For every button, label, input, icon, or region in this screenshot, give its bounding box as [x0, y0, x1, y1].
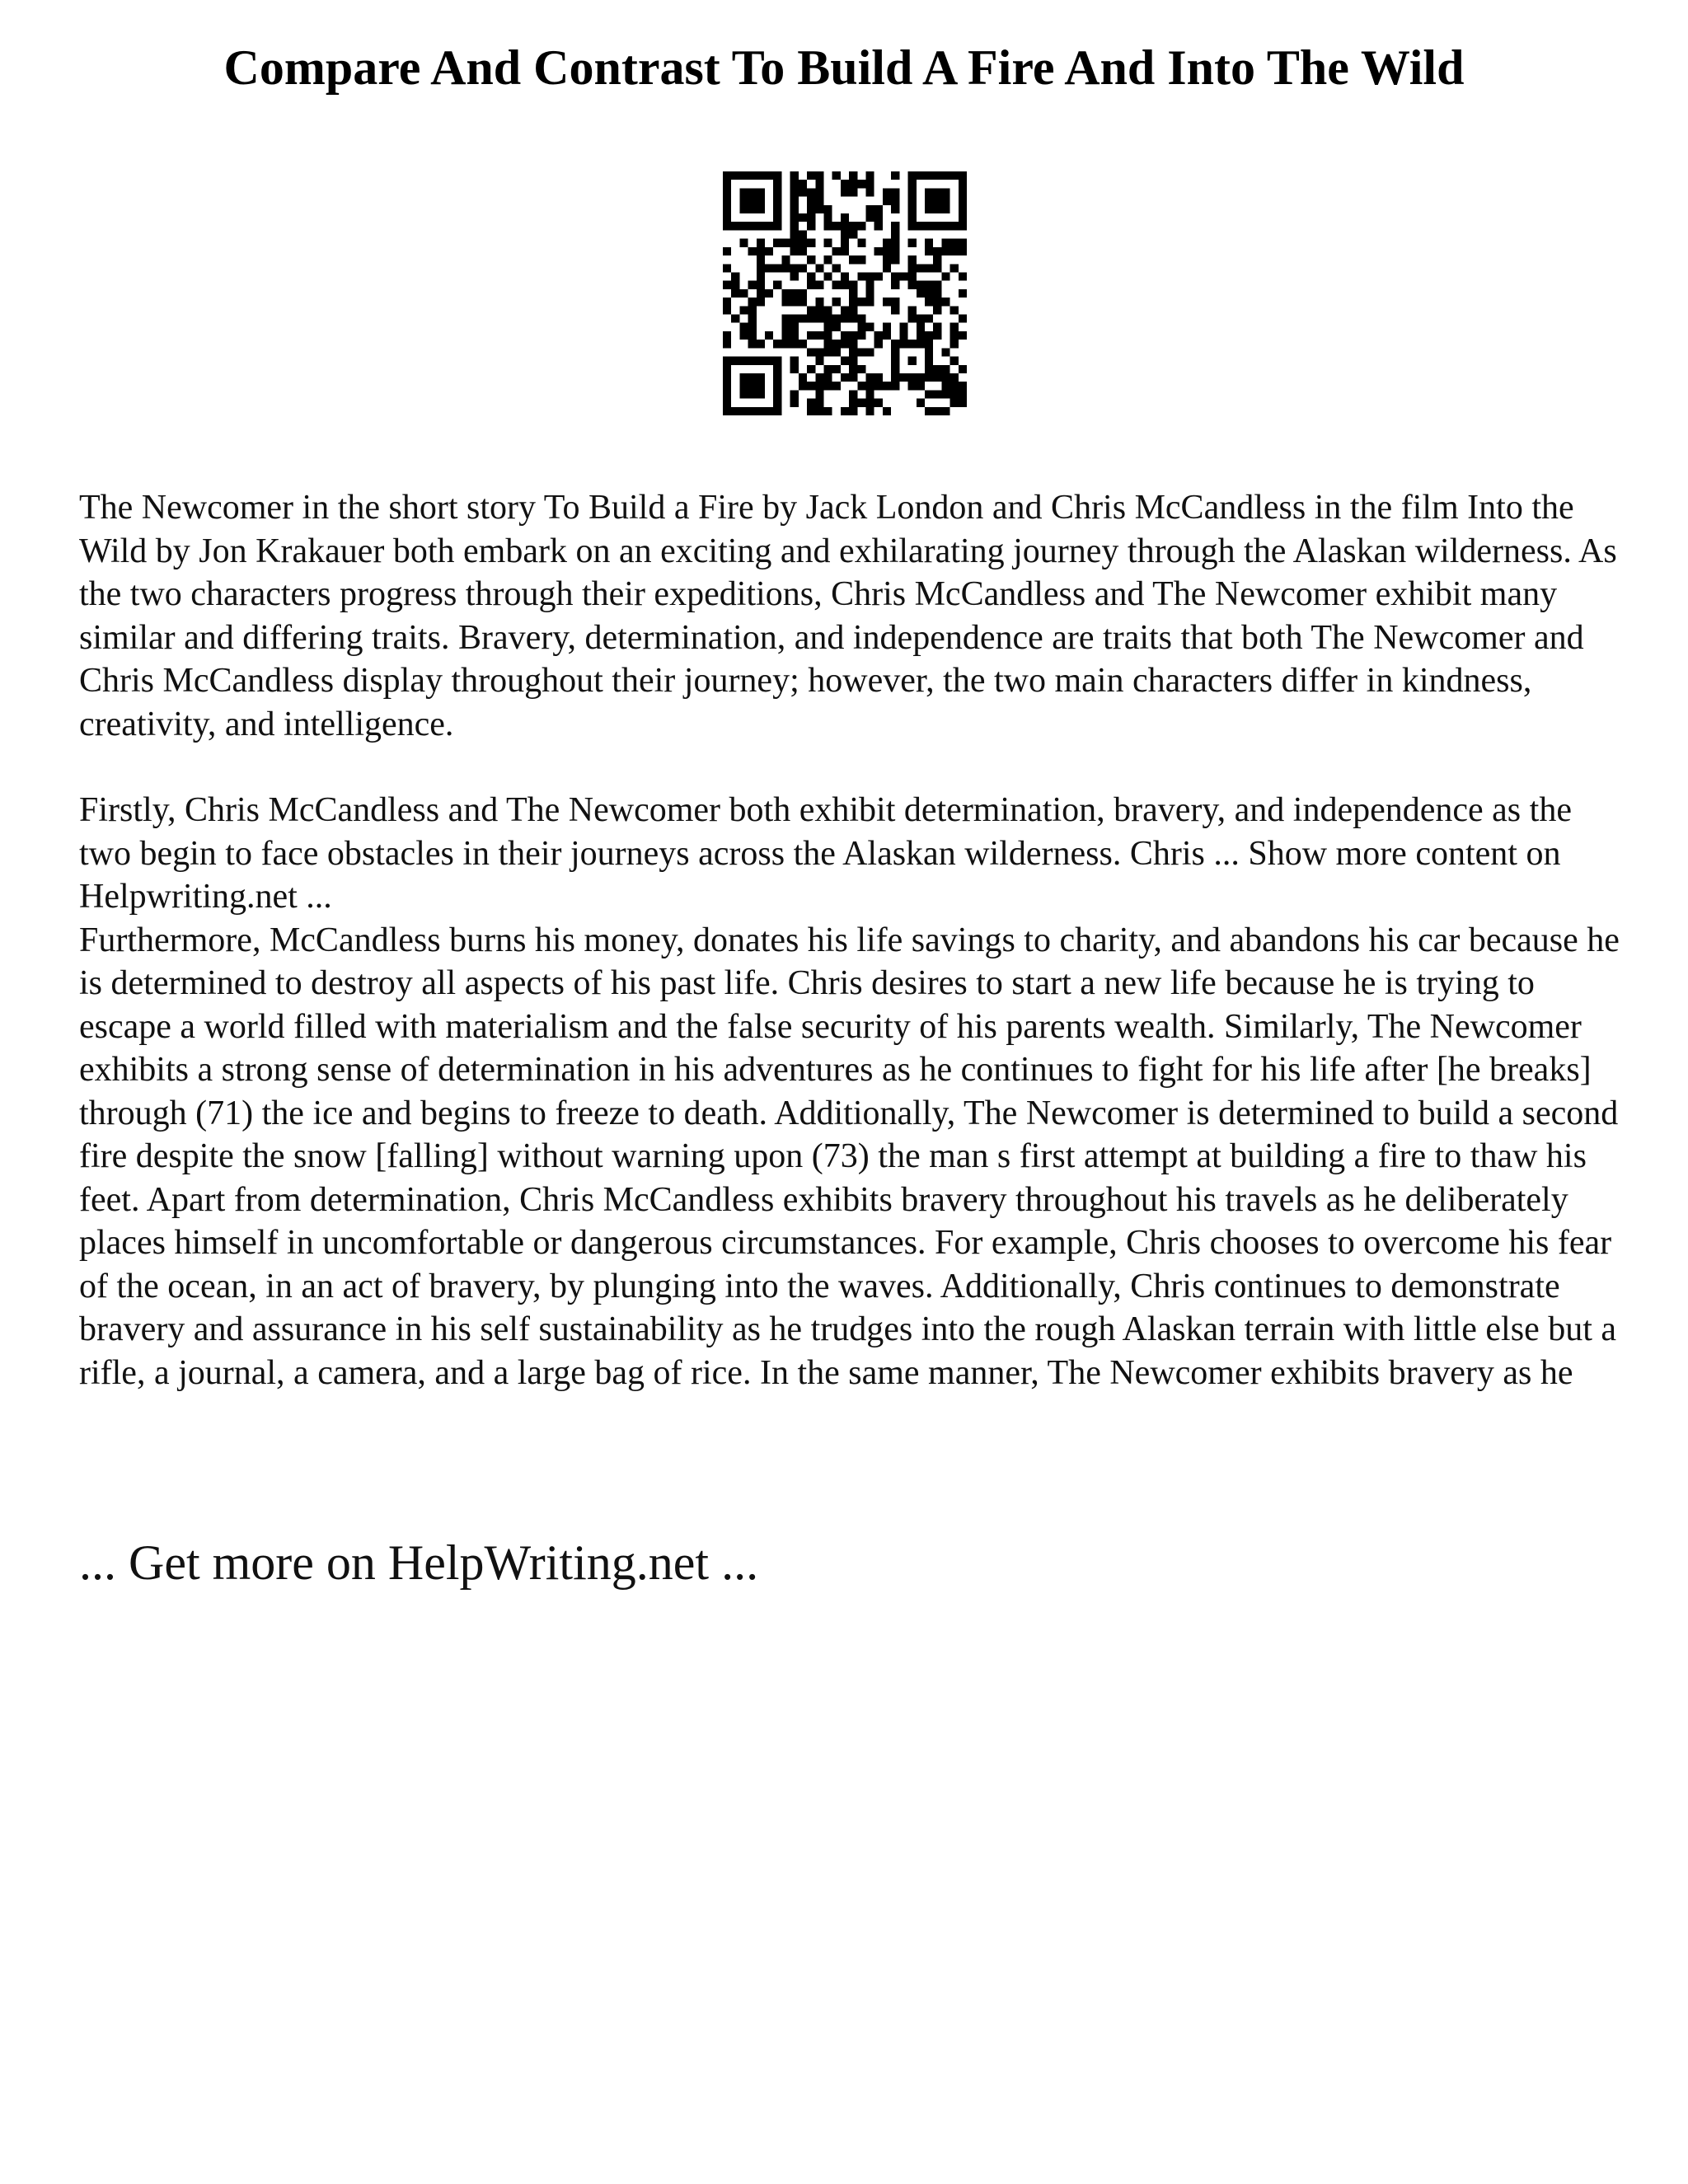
qr-code-image [723, 171, 967, 415]
page-title: Compare And Contrast To Build A Fire And Into The Wild [223, 40, 1465, 95]
paragraph-intro: The Newcomer in the short story To Build a Fire by Jack London and Chris McCandless in the film Into the Wild by Jon Krakauer both embark on an exciting and exhilarating journey through the Alaskan wilderness. As the two characters progress through their expeditions, Chris McCandless and The Newcomer exhibit many similar and differing traits. Bravery, determination, and independence are traits that both The Newcomer and Chris McCandless display throughout their journey; however, the two main characters differ in kindness, creativity, and intelligence. [79, 489, 1617, 743]
paragraph-firstly: Firstly, Chris McCandless and The Newcomer both exhibit determination, bravery, and independence as the two begin to face obstacles in their journeys across the Alaskan wilderness. Chris ... Show more content on Helpwriting.net ... [79, 791, 1572, 916]
get-more-link[interactable]: ... Get more on HelpWriting.net ... [79, 1535, 759, 1590]
paragraph-furthermore: Furthermore, McCandless burns his money, donates his life savings to charity, and abandons his car because he is determined to destroy all aspects of his past life. Chris desires to start a new life because he is trying to escape a world filled with materialism and the false security of his parents wealth. Similarly, The Newcomer exhibits a strong sense of determination in his adventures as he continues to fight for his life after [he breaks] through (71) the ice and begins to freeze to death. Additionally, The Newcomer is determined to build a second fire despite the snow [falling] without warning upon (73) the man s first attempt at building a fire to thaw his feet. Apart from determination, Chris McCandless exhibits bravery throughout his travels as he deliberately places himself in uncomfortable or dangerous circumstances. For example, Chris chooses to overcome his fear of the ocean, in an act of bravery, by plunging into the waves. Additionally, Chris continues to demonstrate bravery and assurance in his self sustainability as he trudges into the rough Alaskan terrain with little else but a rifle, a journal, a camera, and a large bag of rice. In the same manner, The Newcomer exhibits bravery as he [79, 921, 1620, 1392]
qr-code-svg [723, 171, 967, 415]
paragraph-spacer [79, 746, 1620, 789]
essay-body [79, 486, 1620, 1394]
